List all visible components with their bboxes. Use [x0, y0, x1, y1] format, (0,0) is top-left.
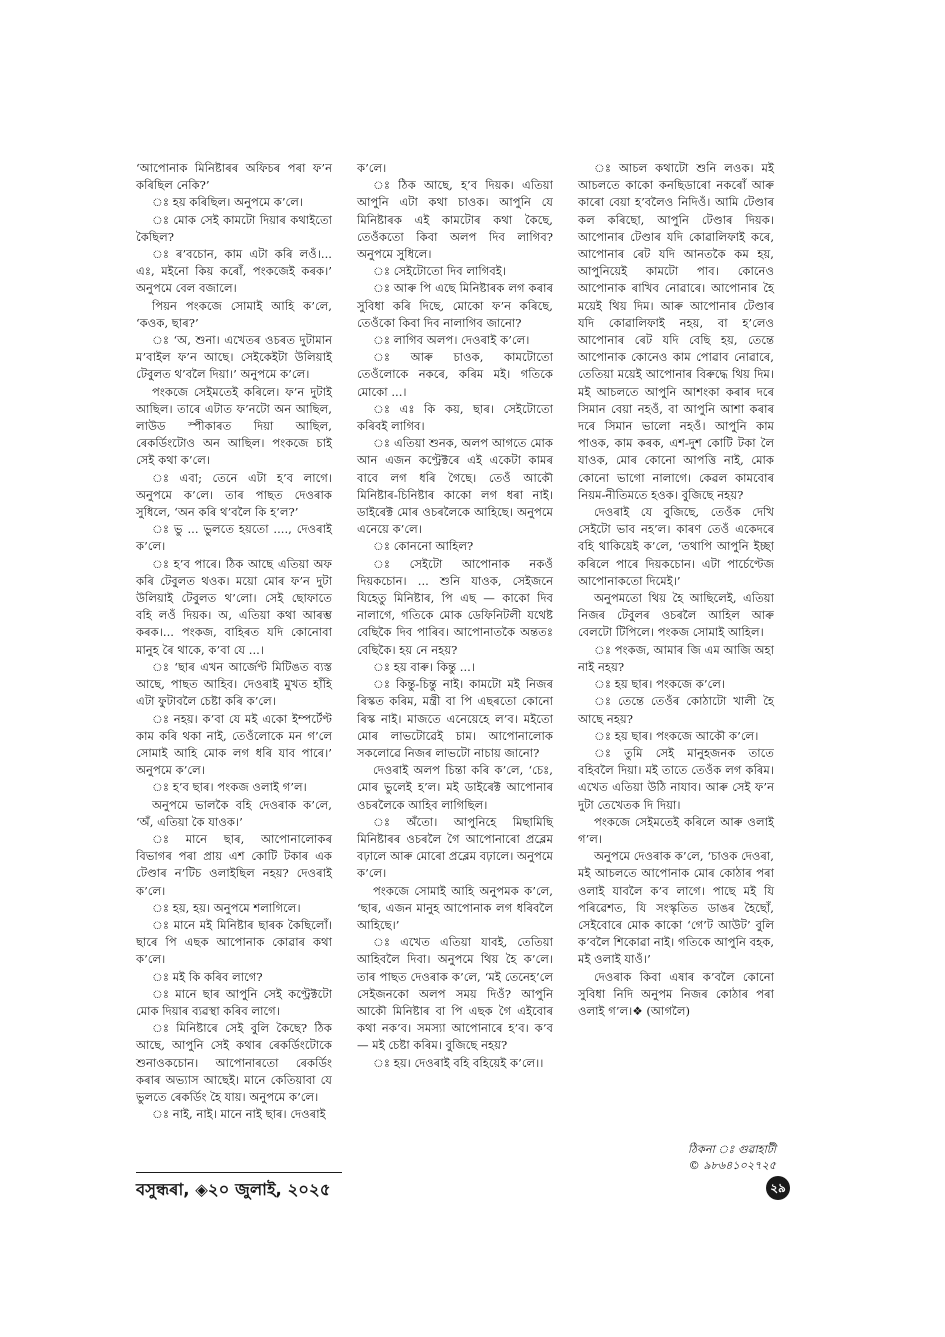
paragraph: ঃ আৰু চাওক, কামটোতো তেওঁলোকে নকৰে, কৰিম মই। গতিকে মোকো ...।: [357, 350, 553, 399]
paragraph: ঃ মোক সেই কামটো দিয়াৰ কথাইতো কৈছিল?: [136, 212, 332, 244]
paragraph: ঃ মানে ছাৰ, আপোনালোকৰ বিভাগৰ পৰা প্ৰায় এশ কোটি টকাৰ এক টেণ্ডাৰ ন’টিচ ওলাইছিল নহয়? দেওৰাই ক’লে।: [136, 831, 332, 898]
paragraph: ঃ এঃ কি কয়, ছাৰ। সেইটোতো কৰিবই লাগিব।: [357, 401, 553, 434]
text-column-2: [357, 160, 553, 1072]
paragraph: ঃ মানে ছাৰ আপুনি সেই কণ্ট্ৰেক্টটো মোক দিয়াৰ ব্যৱস্থা কৰিব লাগে।: [136, 986, 332, 1018]
text-column-1: [136, 160, 332, 1123]
paragraph: ঃ কোননো আহিল?: [373, 539, 474, 554]
paragraph: ঃ এবা; তেনে এটা হ’ব লাগে। অনুপমে ক’লে। তাৰ পাছত দেওৰাক সুধিলে, ‘অন কৰি থ’বলৈ কি হ’ল?’: [136, 470, 332, 520]
paragraph: ঃ লাগিব অলপ। দেওৰাই ক’লে।: [373, 333, 530, 348]
paragraph: ঃ হয়। দেওৰাই বহি বহিয়েই ক’লে।।: [373, 1055, 544, 1070]
text-column-3: [578, 160, 774, 1020]
paragraph: ঃ পংকজ, আমাৰ জি এম আজি অহা নাই নহয়?: [578, 642, 774, 674]
paragraph: ক’লে।: [357, 161, 387, 175]
paragraph: ঃ মানে মই মিনিষ্টাৰ ছাৰক কৈছিলোঁ। ছাৰে পি এছক আপোনাক কোৱাৰ কথা ক’লে।: [136, 917, 332, 967]
paragraph: ঃ এতিয়া শুনক, অলপ আগতে মোক আন এজন কণ্ট্ৰেক্টৰে এই একেটা কামৰ বাবে লগ ধৰি গৈছে। তেওঁ আকৌ মিনিষ্টাৰ-চিনিষ্টাৰ কাকো লগ ধৰা নাই। ডাইৰেক্ট মোৰ ওচৰলৈকে আহিছে। অনুপমে এনেয়ে ক’লে।: [357, 436, 553, 537]
paragraph: ঃ নহয়। ক’বা যে মই একো ইম্পৰ্টেণ্ট কাম কৰি থকা নাই, তেওঁলোকে মন গ’লে সোমাই আহি মোক লগ ধৰি যাব পাৰে।’ অনুপমে ক’লে।: [136, 711, 332, 778]
paragraph: পংকজে সেইমতেই কৰিলে আৰু ওলাই গ’ল।: [578, 814, 774, 846]
paragraph: ঃ আৰু পি এছে মিনিষ্টাৰক লগ কৰাৰ সুবিধা কৰি দিছে, মোকো ফ’ন কৰিছে, তেওঁকো কিবা দিব নালাগিব জানো?: [357, 281, 553, 330]
paragraph: ঃ সেইটোতো দিব লাগিবই।: [373, 264, 506, 279]
paragraph: ঃ তেন্তে তেওঁৰ কোঠাটো খালী হৈ আছে নহয়?: [578, 694, 774, 726]
paragraph: পিয়ন পংকজে সোমাই আহি ক’লে, ‘কওক, ছাৰ?’: [136, 298, 332, 330]
paragraph: ঃ হয় বাৰু। কিন্তু ...।: [373, 659, 476, 674]
paragraph: ঃ নাই, নাই। মানে নাই ছাৰ। দেওৰাই: [152, 1107, 326, 1122]
paragraph: ঃ মই কি কৰিব লাগে?: [152, 969, 263, 984]
paragraph: ঃ এখেত এতিয়া যাবই, তেতিয়া আহিবলৈ দিবা। অনুপমে থিয় হৈ ক’লে। তাৰ পাছত দেওৰাক ক’লে, ‘মই তেনেহ’লে সেইজনকো অলপ সময় দিওঁ? আপুনি আকৌ মিনিষ্টাৰ বা পি এছক গৈ এইবোৰ কথা নক’ব। সমস্যা আপোনাৰে হ’ব। ক’ব — মই চেষ্টা কৰিম। বুজিছে নহয়?: [357, 935, 553, 1053]
footer-masthead: বসুন্ধৰা, ◈২০ জুলাই, ২০২৫: [136, 1180, 331, 1199]
paragraph: ‘আপোনাক মিনিষ্টাৰৰ অফিচৰ পৰা ফ’ন কৰিছিল নেকি?’: [136, 161, 332, 193]
paragraph: অনুপমে দেওৰাক ক’লে, ‘চাওক দেওৰা, মই আচলতে আপোনাক মোৰ কোঠাৰ পৰা ওলাই যাবলৈ ক’ব লাগে। পাছে মই যি পৰিৱেশত, যি সংস্কৃতিত ডাঙৰ হৈছোঁ, সেইবোৰে মোক কাকো ‘গে’ট আউট’ বুলি ক’বলৈ শিকোৱা নাই। গতিকে আপুনি বহক, মই ওলাই যাওঁ।’: [578, 849, 774, 967]
paragraph: ঃ হয় ছাৰ। পংকজে আকৌ ক’লে।: [594, 728, 759, 743]
paragraph: অনুপমে ভালকৈ বহি দেওৰাক ক’লে, ‘অঁ, এতিয়া কৈ যাওক।’: [136, 797, 332, 829]
page-number-badge: ২৯: [766, 1176, 790, 1200]
paragraph: ঃ ভু ... ভুলতে হয়তো ...., দেওৰাই ক’লে।: [136, 522, 332, 554]
paragraph: ঃ হ’ব ছাৰ। পংকজ ওলাই গ’ল।: [152, 780, 307, 795]
author-address: ঠিকনা ঃ গুৱাহাটী: [687, 1143, 776, 1156]
paragraph: ঃ সেইটো আপোনাক নকওঁ দিয়কচোন। ... শুনি যাওক, সেইজনে যিহেতু মিনিষ্টাৰ, পি এছ — কাকো দিব নালাগে, গতিকে মোক ডেফিনিটলী যথেষ্ট বেছিকৈ দিব পাৰিব। আপোনাতকৈ অন্ততঃ বেছিকৈ। হয় নে নহয়?: [357, 556, 553, 657]
author-signature: [640, 1142, 776, 1174]
paragraph: ঃ হয়, হয়। অনুপমে শলাগিলে।: [152, 900, 301, 915]
paragraph: দেওৰাই যে বুজিছে, তেওঁক দেখি সেইটো ভাব নহ’ল। কাৰণ তেওঁ একেদৰে বহি থাকিয়েই ক’লে, ‘তথাপি আপুনি ইচ্ছা কৰিলে পাৰে দিয়কচোন। এটা পাৰ্চেণ্টেজ আপোনাকতো দিমেই।’: [578, 505, 774, 588]
paragraph: পংকজে সোমাই আহি অনুপমক ক’লে, ‘ছাৰ, এজন মানুহ আপোনাক লগ ধৰিবলৈ আহিছে।’: [357, 883, 553, 932]
paragraph: ঃ হয় কৰিছিল। অনুপমে ক’লে।: [152, 195, 303, 210]
paragraph: ঃ ‘ছাৰ এখন আৰ্জেণ্ট মিটিঙত ব্যস্ত আছে, পাছত আহিব। দেওৰাই মুখত হাঁহি এটা ফুটাবলৈ চেষ্টা কৰি ক’লে।: [136, 659, 332, 709]
paragraph: ঃ হয় ছাৰ। পংকজে ক’লে।: [594, 677, 726, 692]
paragraph: দেওৰাই অলপ চিন্তা কৰি ক’লে, ‘চেঃ, মোৰ ভুলেই হ’ল। মই ডাইৰেক্ট আপোনাৰ ওচৰলৈকে আহিব লাগিছিল।: [357, 763, 553, 812]
paragraph: অনুপমতো থিয় হৈ আছিলেই, এতিয়া নিজৰ টেবুলৰ ওচৰলৈ আহিল আৰু বেলটো টিপিলে। পংকজ সোমাই আহিল।: [578, 591, 774, 640]
paragraph: ঃ কিন্তু-চিন্তু নাই। কামটো মই নিজৰ ৰিস্কত কৰিম, মন্ত্ৰী বা পি এছৰতো কোনো ৰিস্ক নাই। মাজতে এনেয়েহে ল’ব। মইতো মোৰ লাভটোৱেই চাম। আপোনালোক সকলোৱে নিজৰ লাভটো নাচায় জানো?: [357, 677, 553, 760]
paragraph: পংকজে সেইমতেই কৰিলে। ফ’ন দুটাই আছিল। তাৰে এটাত ফ’নটো অন আছিল, লাউড স্পীকাৰত দিয়া আছিল, ৰেকৰ্ডিংটোও অন আছিল। পংকজে চাই সেই কথা ক’লে।: [136, 384, 332, 468]
paragraph: ঃ তুমি সেই মানুহজনক তাতে বহিবলৈ দিয়া। মই তাতে তেওঁক লগ কৰিম। এখেত এতিয়া উঠি নাযাব। আৰু সেই ফ’ন দুটা তেখেতক দি দিয়া।: [578, 745, 774, 812]
paragraph: ঃ ঠিক আছে, হ’ব দিয়ক। এতিয়া আপুনি এটা কথা চাওক। আপুনি যে মিনিষ্টাৰক এই কামটোৰ কথা কৈছে, তেওঁকতো কিবা অলপ দিব লাগিব? অনুপমে সুধিলে।: [357, 178, 553, 262]
author-phone: © ৯৮৬৪১০২৭২৫: [688, 1159, 776, 1172]
paragraph: ঃ আচল কথাটো শুনি লওক। মই আচলতে কাকো কনছিডাৰো নকৰোঁ আৰু কাৰো বেয়া হ’বলৈও নিদিওঁ। আমি টেণ্ডাৰ কল কৰিছো, আপুনি টেণ্ডাৰ দিয়ক। আপোনাৰ টেণ্ডাৰ যদি কোৱালিফাই কৰে, আপোনাৰ ৰেট যদি আনতকৈ কম হয়, আপুনিয়েই কামটো পাব। কোনেও আপোনাক ৰাখিব নোৱাৰে। আপোনাৰ হৈ ময়েই থিয় দিম। আৰু আপোনাৰ টেণ্ডাৰ যদি কোৱালিফাই নহয়, বা হ’লেও আপোনাৰ ৰেট যদি বেছি হয়, তেন্তে আপোনাক কোনেও কাম পোৱাব নোৱাৰে, তেতিয়া ময়েই আপোনাৰ বিৰুদ্ধে থিয় দিম। মই আচলতে আপুনি আশংকা কৰাৰ দৰে সিমান বেয়া নহওঁ, বা আপুনি আশা কৰাৰ দৰে সিমান ভালো নহওঁ। আপুনি কাম পাওক, কাম কৰক, এশ-দুশ কোটি টকা লৈ যাওক, মোৰ কোনো আপত্তি নাই, মোক কোনো ভাগো নালাগে। কেৱল কামবোৰ নিয়ম-নীতিমতে হওক। বুজিছে নহয়?: [578, 161, 774, 502]
footer-rule: [136, 1172, 342, 1173]
paragraph: ঃ অঁতো। আপুনিহে মিছামিছি মিনিষ্টাৰৰ ওচৰলৈ গৈ আপোনাৰো প্ৰব্লেম বঢ়ালে আৰু মোৰো প্ৰব্লেম বঢ়ালে। অনুপমে ক’লে।: [357, 814, 553, 881]
paragraph: ঃ ৰ’বচোন, কাম এটা কৰি লওঁ।... এঃ, মইনো কিয় কৰোঁ, পংকজেই কৰক।’ অনুপমে বেল বজালে।: [136, 247, 332, 296]
paragraph: ঃ মিনিষ্টাৰে সেই বুলি কৈছে? ঠিক আছে, আপুনি সেই কথাৰ ৰেকৰ্ডিংটোকে শুনাওকচোন। আপোনাৰতো ৰেকৰ্ডিং কৰাৰ অভ্যাস আছেই। মানে কেতিয়াবা যে ভুলতে ৰেকৰ্ডিং হৈ যায়। অনুপমে ক’লে।: [136, 1021, 332, 1104]
paragraph: ঃ ‘অ, শুনা। এখেতৰ ওচৰত দুটামান ম’বাইল ফ’ন আছে। সেইকেইটা উলিয়াই টেবুলত থ’বলৈ দিয়া।’ অনুপমে ক’লে।: [136, 333, 332, 382]
paragraph: দেওৰাক কিবা এষাৰ ক’বলৈ কোনো সুবিধা নিদি অনুপম নিজৰ কোঠাৰ পৰা ওলাই গ’ল।❖ (আগলৈ): [578, 969, 774, 1018]
paragraph: ঃ হ’ব পাৰে। ঠিক আছে এতিয়া অফ কৰি টেবুলত থওক। ময়ো মোৰ ফ’ন দুটা উলিয়াই টেবুলত থ’লো। সেই ছোফাতে বহি লওঁ দিয়ক। অ, এতিয়া কথা আৰম্ভ কৰক।... পংকজ, বাহিৰত যদি কোনোবা মানুহ ৰৈ থাকে, ক’বা যে ...।: [136, 556, 332, 657]
